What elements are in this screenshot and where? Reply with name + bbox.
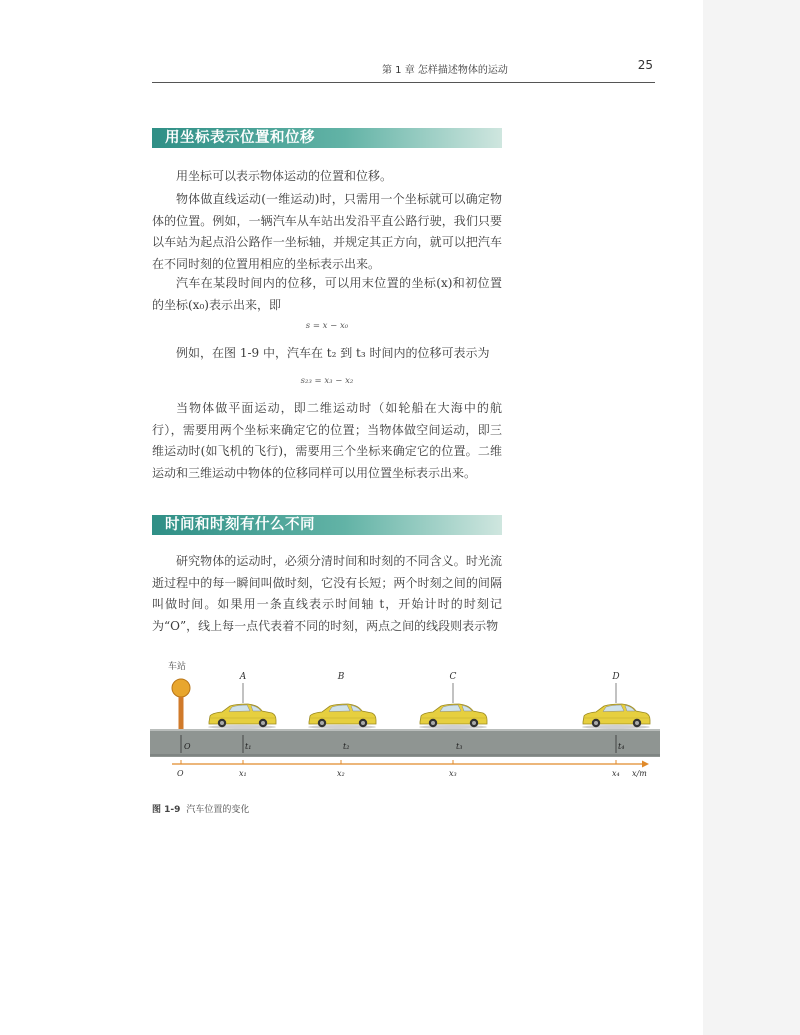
position-axis [172,760,649,768]
figure-caption [152,802,249,815]
car-at-a [208,704,276,729]
page-header [152,58,655,83]
paragraph-2d-3d: 当物体做平面运动，即二维运动时（如轮船在大海中的航行），需要用两个坐标来确定它的位置；当物体做空间运动，即三维运动时(如飞机的飞行)，需要用三个坐标来确定它的位置。二维运动和三维运动中物体的位移同样可以用位置坐标表示出来。 [152,401,502,480]
road [150,729,660,757]
axis-unit-label: x/m [632,769,647,778]
paragraph-one-dimension: 物体做直线运动(一维运动)时，只需用一个坐标就可以确定物体的位置。例如，一辆汽车从车站出发沿平直公路行驶，我们只要以车站为起点沿公路作一坐标轴，并规定其正方向，就可以把汽车在不同时刻的位置用相应的坐标表示出来。 [152,192,502,271]
page-margin-shade [703,0,800,1035]
time-label-t3: t₃ [456,742,463,751]
section-title-coordinates: 用坐标表示位置和位移 [152,128,502,148]
paragraph-time-moment: 研究物体的运动时，必须分清时间和时刻的不同含义。时光流逝过程中的每一瞬间叫做时刻，它没有长短；两个时刻之间的间隔叫做时间。如果用一条直线表示时间轴 t，开始计时的时刻记为“O”，线上每一点代表着不同的时刻，两点之间的线段则表示物 [152,554,502,633]
point-label-b: B [337,672,345,682]
section-title-time: 时间和时刻有什么不同 [152,515,502,535]
position-label-x4: x₄ [612,769,620,778]
figure-caption-text: 汽车位置的变化 [186,805,250,815]
car-at-b [308,704,376,729]
time-label-t1: t₁ [245,742,252,751]
time-label-t2: t₂ [343,742,350,751]
station-sign-icon [172,679,190,729]
formula-s23: s₂₃ = x₃ − x₂ [300,376,354,386]
car-at-c [419,704,487,729]
page-number: 25 [637,58,653,72]
point-label-d: D [612,672,620,682]
figure-number: 图 1-9 [152,805,181,815]
paragraph-displacement: 汽车在某段时间内的位移，可以用末位置的坐标(x)和初位置的坐标(x₀)表示出来，即 [152,276,502,312]
position-markers [243,683,616,703]
station-label: 车站 [168,662,187,672]
position-label-x2: x₂ [337,769,345,778]
point-label-c: C [449,672,457,682]
position-label-x1: x₁ [239,769,247,778]
time-label-t4: t₄ [618,742,625,751]
car-at-d [582,704,650,729]
paragraph-example: 例如，在图 1-9 中，汽车在 t₂ 到 t₃ 时间内的位移可表示为 [176,346,490,360]
point-label-a: A [239,672,247,682]
formula-displacement: s = x − x₀ [305,321,349,331]
axis-origin-label: O [177,769,184,778]
figure-car-positions [150,655,660,790]
road-origin-label: O [184,742,191,751]
paragraph-intro: 用坐标可以表示物体运动的位置和位移。 [176,169,393,183]
position-label-x3: x₃ [449,769,457,778]
chapter-title: 第 1 章 怎样描述物体的运动 [382,65,508,76]
